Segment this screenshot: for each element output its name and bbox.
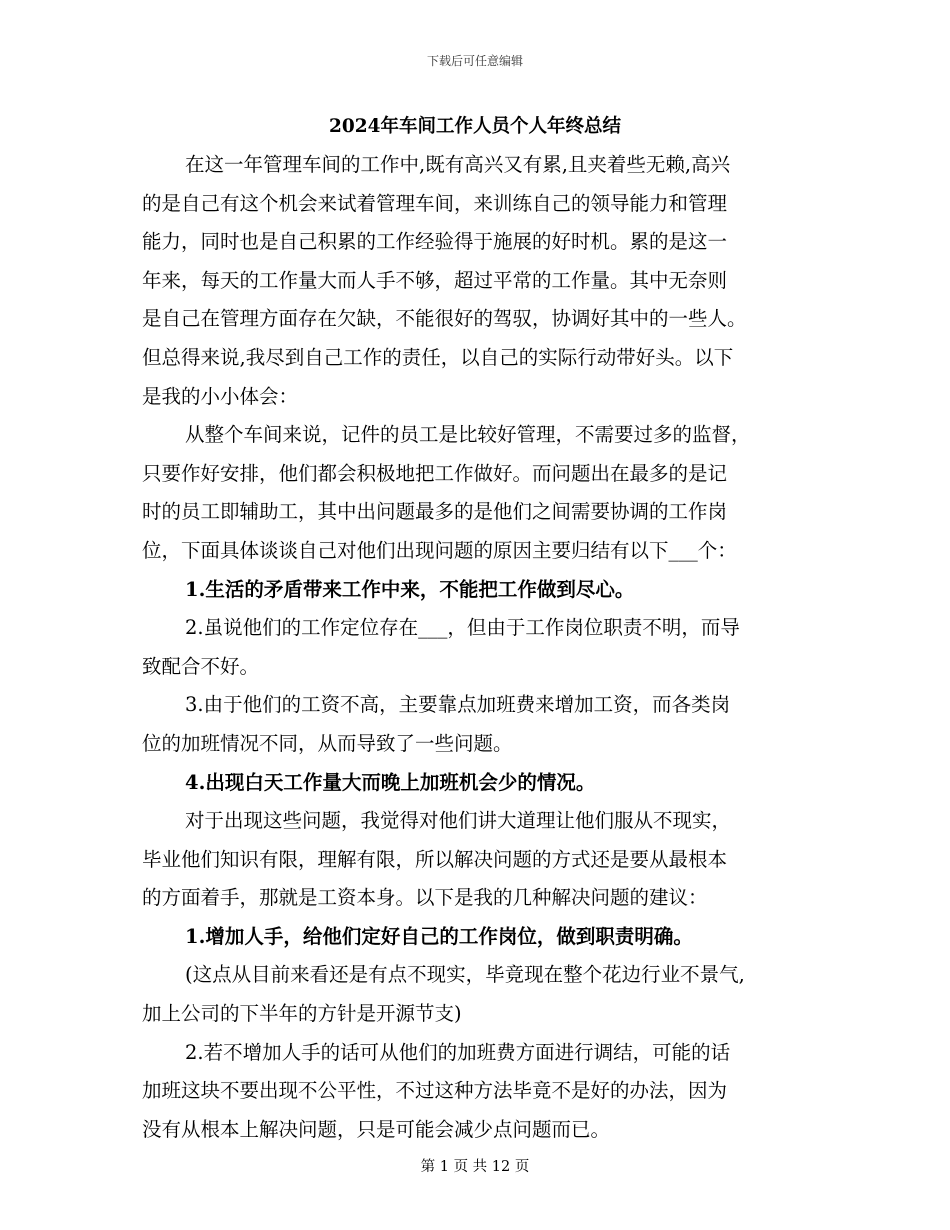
paragraph-line: 2.若不增加人手的话可从他们的加班费方面进行调结，可能的话 — [185, 1040, 731, 1064]
paragraph-line: 是我的小小体会： — [142, 384, 299, 408]
paragraph-line: 从整个车间来说，记件的员工是比较好管理，不需要过多的监督， — [185, 423, 751, 447]
list-item-heading: 1.增加人手，给他们定好自己的工作岗位，做到职责明确。 — [185, 924, 693, 948]
paragraph-line: 2.虽说他们的工作定位存在___，但由于工作岗位职责不明，而导 — [185, 616, 740, 640]
page-number-footer: 第 1 页 共 12 页 — [420, 1159, 530, 1175]
document-title: 2024年车间工作人员个人年终总结 — [329, 116, 621, 137]
paragraph-line: 只要作好安排，他们都会积极地把工作做好。而问题出在最多的是记 — [142, 461, 728, 485]
paragraph-line: 能力，同时也是自己积累的工作经验得于施展的好时机。累的是这一 — [142, 230, 728, 254]
paragraph-line: 的方面着手，那就是工资本身。以下是我的几种解决问题的建议： — [142, 886, 708, 910]
paragraph-line: (这点从目前来看还是有点不现实，毕竟现在整个花边行业不景气, — [185, 963, 745, 987]
header-note: 下载后可任意编辑 — [426, 54, 523, 68]
paragraph-line: 位的加班情况不同，从而导致了一些问题。 — [142, 731, 513, 755]
paragraph-line: 位，下面具体谈谈自己对他们出现问题的原因主要归结有以下___个： — [142, 538, 737, 562]
paragraph-line: 毕业他们知识有限，理解有限，所以解决问题的方式还是要从最根本 — [142, 847, 728, 871]
paragraph-line: 没有从根本上解决问题，只是可能会减少点问题而已。 — [142, 1117, 611, 1141]
paragraph-line: 加上公司的下半年的方针是开源节支) — [142, 1002, 462, 1026]
list-item-heading: 1.生活的矛盾带来工作中来，不能把工作做到尽心。 — [185, 577, 635, 601]
paragraph-line: 加班这块不要出现不公平性，不过这种方法毕竟不是好的办法，因为 — [142, 1079, 728, 1103]
paragraph-line: 致配合不好。 — [142, 654, 260, 678]
document-body — [142, 146, 822, 1149]
paragraph-line: 对于出现这些问题，我觉得对他们讲大道理让他们服从不现实， — [185, 809, 732, 833]
paragraph-line: 的是自己有这个机会来试着管理车间，来训练自己的领导能力和管理 — [142, 191, 728, 215]
paragraph-line: 3.由于他们的工资不高，主要靠点加班费来增加工资，而各类岗 — [185, 693, 731, 717]
paragraph-line: 在这一年管理车间的工作中,既有高兴又有累,且夹着些无赖,高兴 — [185, 153, 731, 176]
paragraph-line: 年来，每天的工作量大而人手不够，超过平常的工作量。其中无奈则 — [142, 268, 728, 292]
list-item-heading: 4.出现白天工作量大而晚上加班机会少的情况。 — [185, 770, 596, 794]
paragraph-line: 但总得来说,我尽到自己工作的责任，以自己的实际行动带好头。以下 — [142, 345, 734, 369]
paragraph-line: 是自己在管理方面存在欠缺，不能很好的驾驭，协调好其中的一些人。 — [142, 307, 747, 331]
paragraph-line: 时的员工即辅助工，其中出问题最多的是他们之间需要协调的工作岗 — [142, 500, 728, 524]
